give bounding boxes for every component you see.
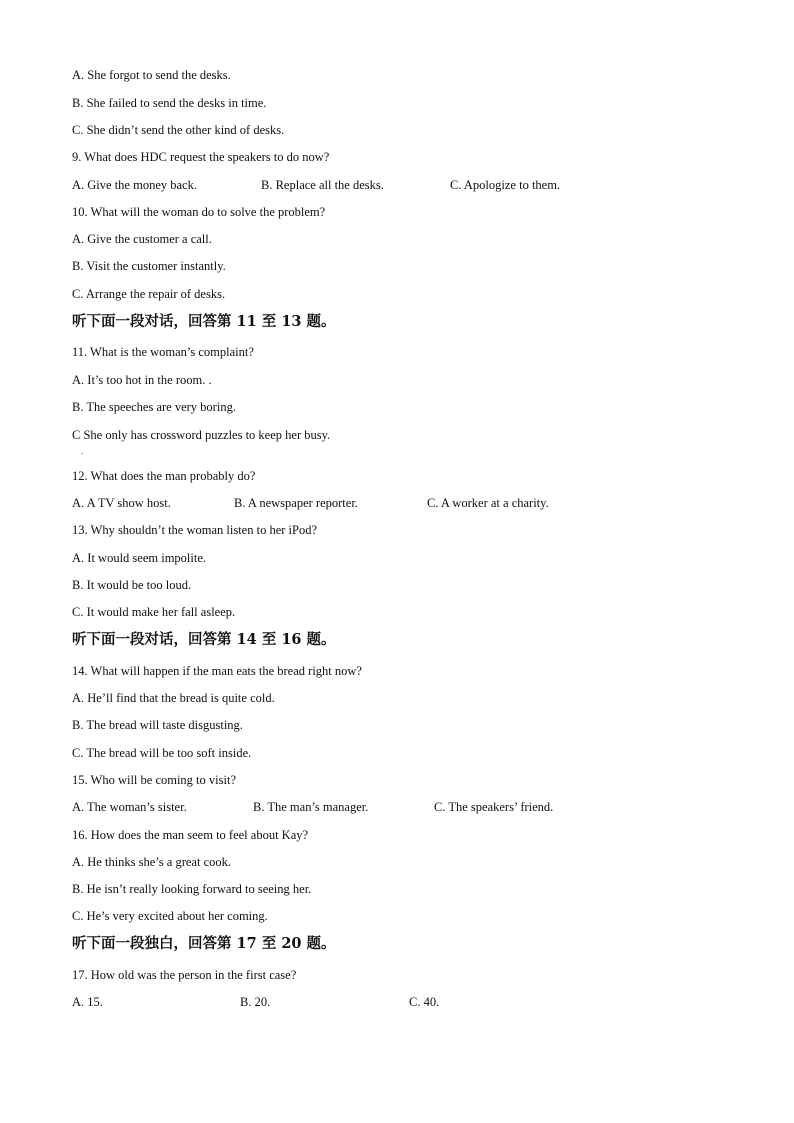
q11-question: 11. What is the woman’s complaint? <box>72 345 254 359</box>
q10-option-b: B. Visit the customer instantly. <box>72 259 226 273</box>
q13-option-a: A. It would seem impolite. <box>72 551 207 565</box>
q15-option-c: C. The speakers’ friend. <box>434 800 554 814</box>
q15-question: 15. Who will be coming to visit? <box>72 773 236 787</box>
q16-option-a: A. He thinks she’s a great cook. <box>72 855 231 869</box>
q17-question: 17. How old was the person in the first case? <box>72 968 297 982</box>
q14-option-b: B. The bread will taste disgusting. <box>72 718 243 732</box>
q12-question: 12. What does the man probably do? <box>72 469 256 483</box>
q15-option-b: B. The man’s manager. <box>253 800 369 814</box>
q12-option-c: C. A worker at a charity. <box>427 496 549 510</box>
q9-option-a: A. Give the money back. <box>72 178 197 192</box>
q11-option-c: C She only has crossword puzzles to keep her busy. <box>72 428 331 442</box>
section-heading-11-13: 听下面一段对话，回答第 11 至 13 题。 <box>72 313 336 330</box>
q13-option-b: B. It would be too loud. <box>72 578 192 592</box>
q16-option-c: C. He’s very excited about her coming. <box>72 909 268 923</box>
q10-question: 10. What will the woman do to solve the problem? <box>72 205 326 219</box>
q16-option-b: B. He isn’t really looking forward to seeing her. <box>72 882 312 896</box>
stray-mark: . <box>81 447 83 456</box>
q9-option-c: C. Apologize to them. <box>450 178 561 192</box>
section-heading-17-20: 听下面一段独白，回答第 17 至 20 题。 <box>72 935 336 952</box>
q10-option-a: A. Give the customer a call. <box>72 232 212 246</box>
q9-option-b: B. Replace all the desks. <box>261 178 384 192</box>
q8-option-c: C. She didn’t send the other kind of desks. <box>72 123 285 137</box>
q11-option-b: B. The speeches are very boring. <box>72 400 236 414</box>
q10-option-c: C. Arrange the repair of desks. <box>72 287 226 301</box>
q13-option-c: C. It would make her fall asleep. <box>72 605 236 619</box>
q17-option-c: C. 40. <box>409 995 440 1009</box>
q9-question: 9. What does HDC request the speakers to do now? <box>72 150 330 164</box>
section-heading-14-16: 听下面一段对话，回答第 14 至 16 题。 <box>72 631 336 648</box>
q8-option-b: B. She failed to send the desks in time. <box>72 96 267 110</box>
q12-option-a: A. A TV show host. <box>72 496 171 510</box>
q11-option-a: A. It’s too hot in the room. . <box>72 373 212 387</box>
q14-option-a: A. He’ll find that the bread is quite cold. <box>72 691 275 705</box>
q16-question: 16. How does the man seem to feel about Kay? <box>72 828 309 842</box>
q15-option-a: A. The woman’s sister. <box>72 800 187 814</box>
q17-option-a: A. 15. <box>72 995 103 1009</box>
q12-option-b: B. A newspaper reporter. <box>234 496 358 510</box>
q14-option-c: C. The bread will be too soft inside. <box>72 746 252 760</box>
q8-option-a: A. She forgot to send the desks. <box>72 68 231 82</box>
q14-question: 14. What will happen if the man eats the bread right now? <box>72 664 362 678</box>
q17-option-b: B. 20. <box>240 995 271 1009</box>
q13-question: 13. Why shouldn’t the woman listen to her iPod? <box>72 523 318 537</box>
